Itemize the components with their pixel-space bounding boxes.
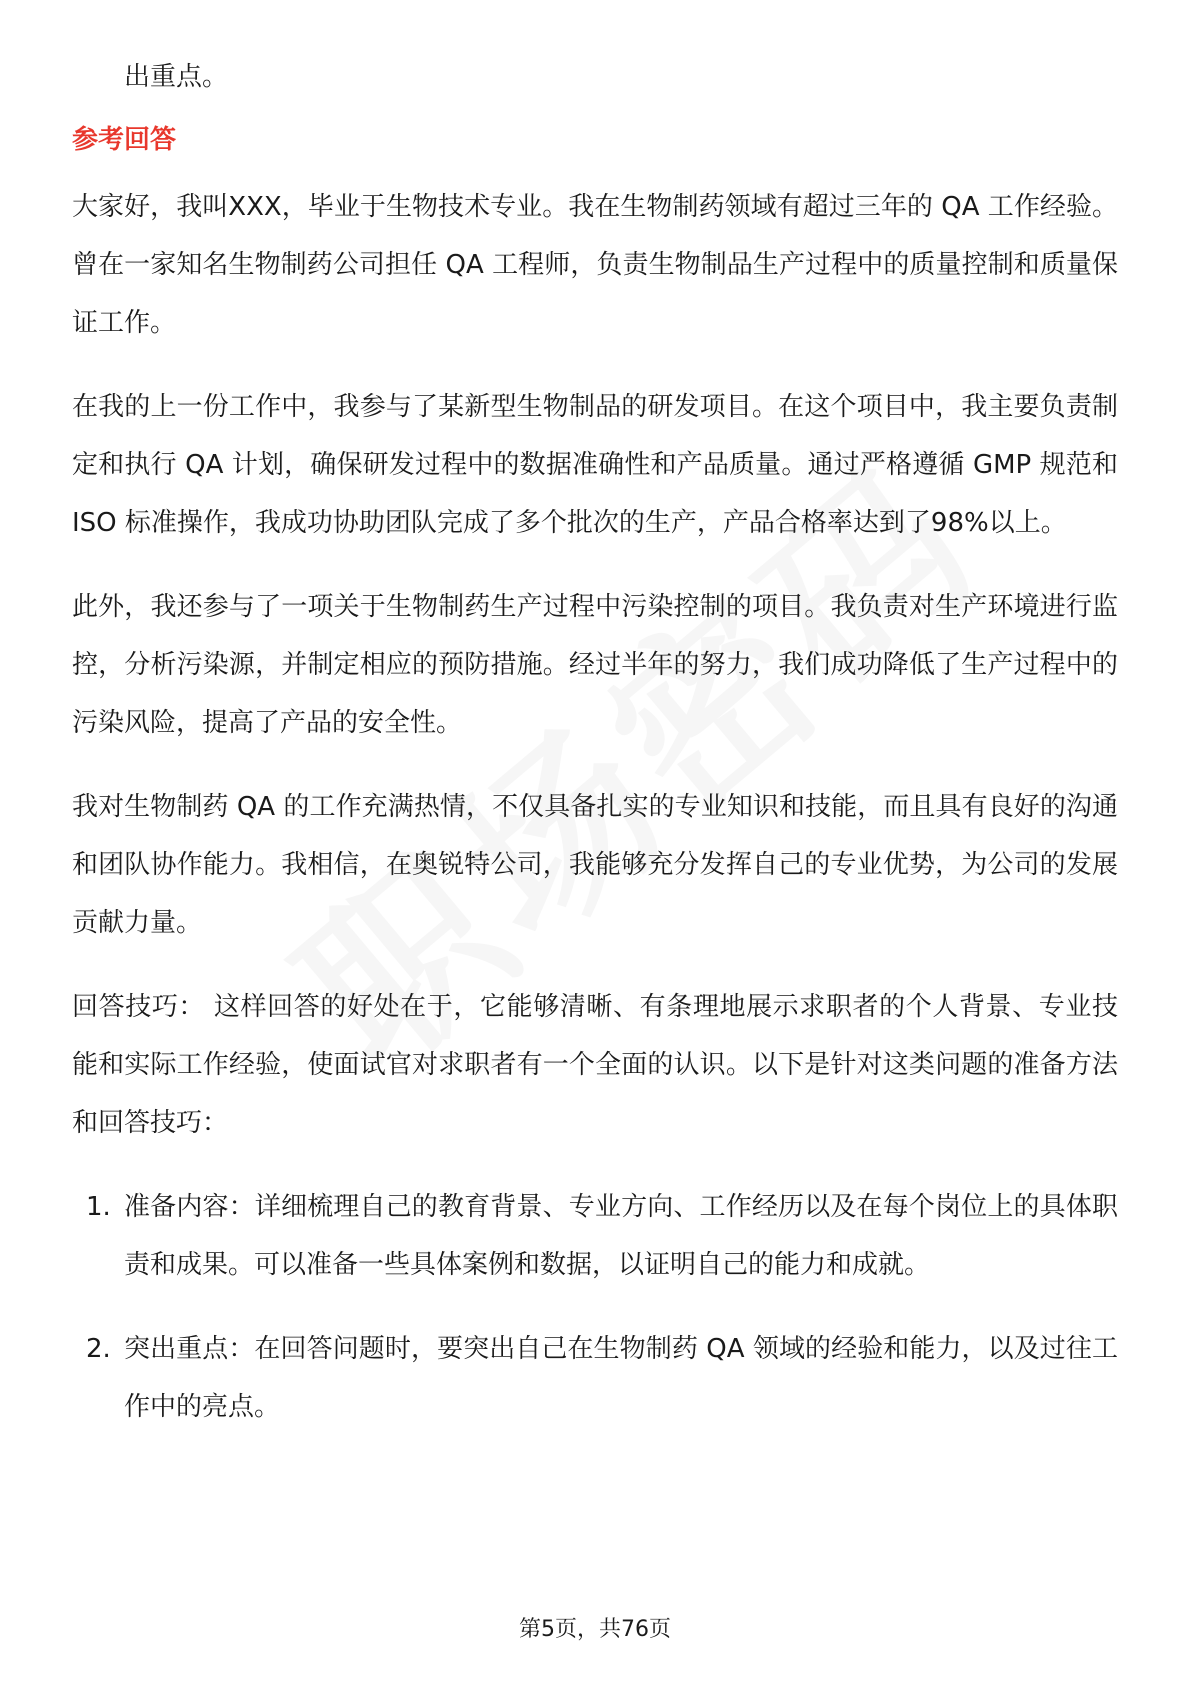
tips-list (72, 1178, 1118, 1436)
page-content (72, 48, 1118, 1462)
continuation-text: 出重点。 (124, 62, 229, 92)
section-heading: 参考回答 (72, 125, 177, 155)
list-item-number: 2. (86, 1334, 111, 1364)
paragraph-contamination-project: 此外，我还参与了一项关于生物制药生产过程中污染控制的项目。我负责对生产环境进行监控，分析污染源，并制定相应的预防措施。经过半年的努力，我们成功降低了生产过程中的污染风险，提高了产品的安全性。 (72, 592, 1118, 738)
paragraph-intro: 大家好，我叫XXX，毕业于生物技术专业。我在生物制药领域有超过三年的 QA 工作经验。曾在一家知名生物制药公司担任 QA 工程师，负责生物制品生产过程中的质量控制和质量保证工作。 (72, 192, 1118, 338)
list-item-text: 突出重点：在回答问题时，要突出自己在生物制药 QA 领域的经验和能力，以及过往工作中的亮点。 (124, 1334, 1118, 1422)
list-item (72, 1320, 1118, 1436)
list-item (72, 1178, 1118, 1294)
paragraph-previous-job: 在我的上一份工作中，我参与了某新型生物制品的研发项目。在这个项目中，我主要负责制定和执行 QA 计划，确保研发过程中的数据准确性和产品质量。通过严格遵循 GMP 规范和 ISO 标准操作，我成功协助团队完成了多个批次的生产，产品合格率达到了98%以上。 (72, 392, 1118, 538)
list-item-text: 准备内容：详细梳理自己的教育背景、专业方向、工作经历以及在每个岗位上的具体职责和成果。可以准备一些具体案例和数据，以证明自己的能力和成就。 (124, 1192, 1118, 1280)
paragraph-answer-tips: 回答技巧： 这样回答的好处在于，它能够清晰、有条理地展示求职者的个人背景、专业技能和实际工作经验，使面试官对求职者有一个全面的认识。以下是针对这类问题的准备方法和回答技巧： (72, 992, 1118, 1138)
page-footer: 第5页，共76页 (519, 1617, 671, 1642)
list-item-number: 1. (86, 1192, 111, 1222)
paragraph-passion: 我对生物制药 QA 的工作充满热情，不仅具备扎实的专业知识和技能，而且具有良好的沟通和团队协作能力。我相信，在奥锐特公司，我能够充分发挥自己的专业优势，为公司的发展贡献力量。 (72, 792, 1118, 938)
